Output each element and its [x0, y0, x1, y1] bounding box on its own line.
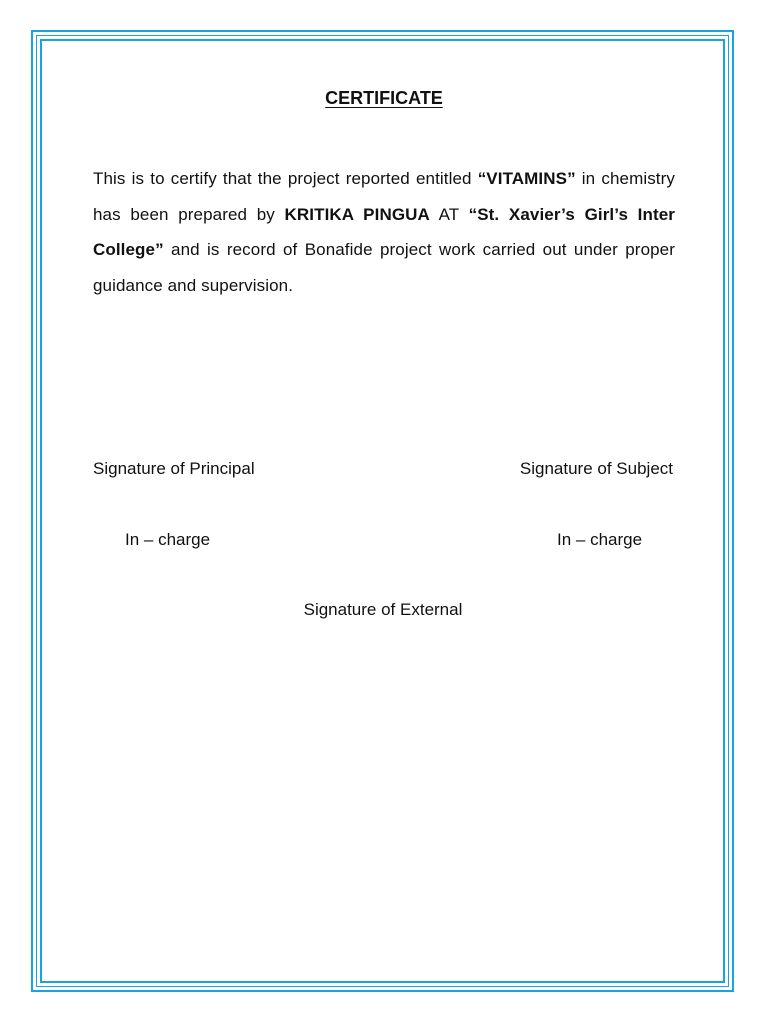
college-name: “St. Xavier’s Girl’s Inter College”: [93, 204, 675, 259]
principal-incharge-label: In – charge: [125, 530, 211, 549]
body-text-part-4: and is record of Bonafide project work carried out under proper guidance and supervision.: [93, 240, 675, 295]
certificate-body: [93, 161, 675, 303]
body-text-part-1: This is to certify that the project reported entitled: [93, 169, 478, 188]
student-name: KRITIKA PINGUA: [284, 204, 430, 224]
certificate-title: [0, 88, 768, 109]
certificate-title-text: CERTIFICATE: [325, 88, 443, 108]
body-text-part-2: in chemistry has been prepared by: [93, 169, 675, 224]
signature-external-label: Signature of External: [303, 600, 463, 619]
signature-principal-label: Signature of Principal: [93, 459, 255, 478]
signature-subject-label: Signature of Subject: [519, 459, 673, 478]
body-text-part-3: AT: [429, 204, 469, 224]
subject-incharge-label: In – charge: [557, 530, 643, 549]
project-title: “VITAMINS”: [477, 169, 576, 188]
